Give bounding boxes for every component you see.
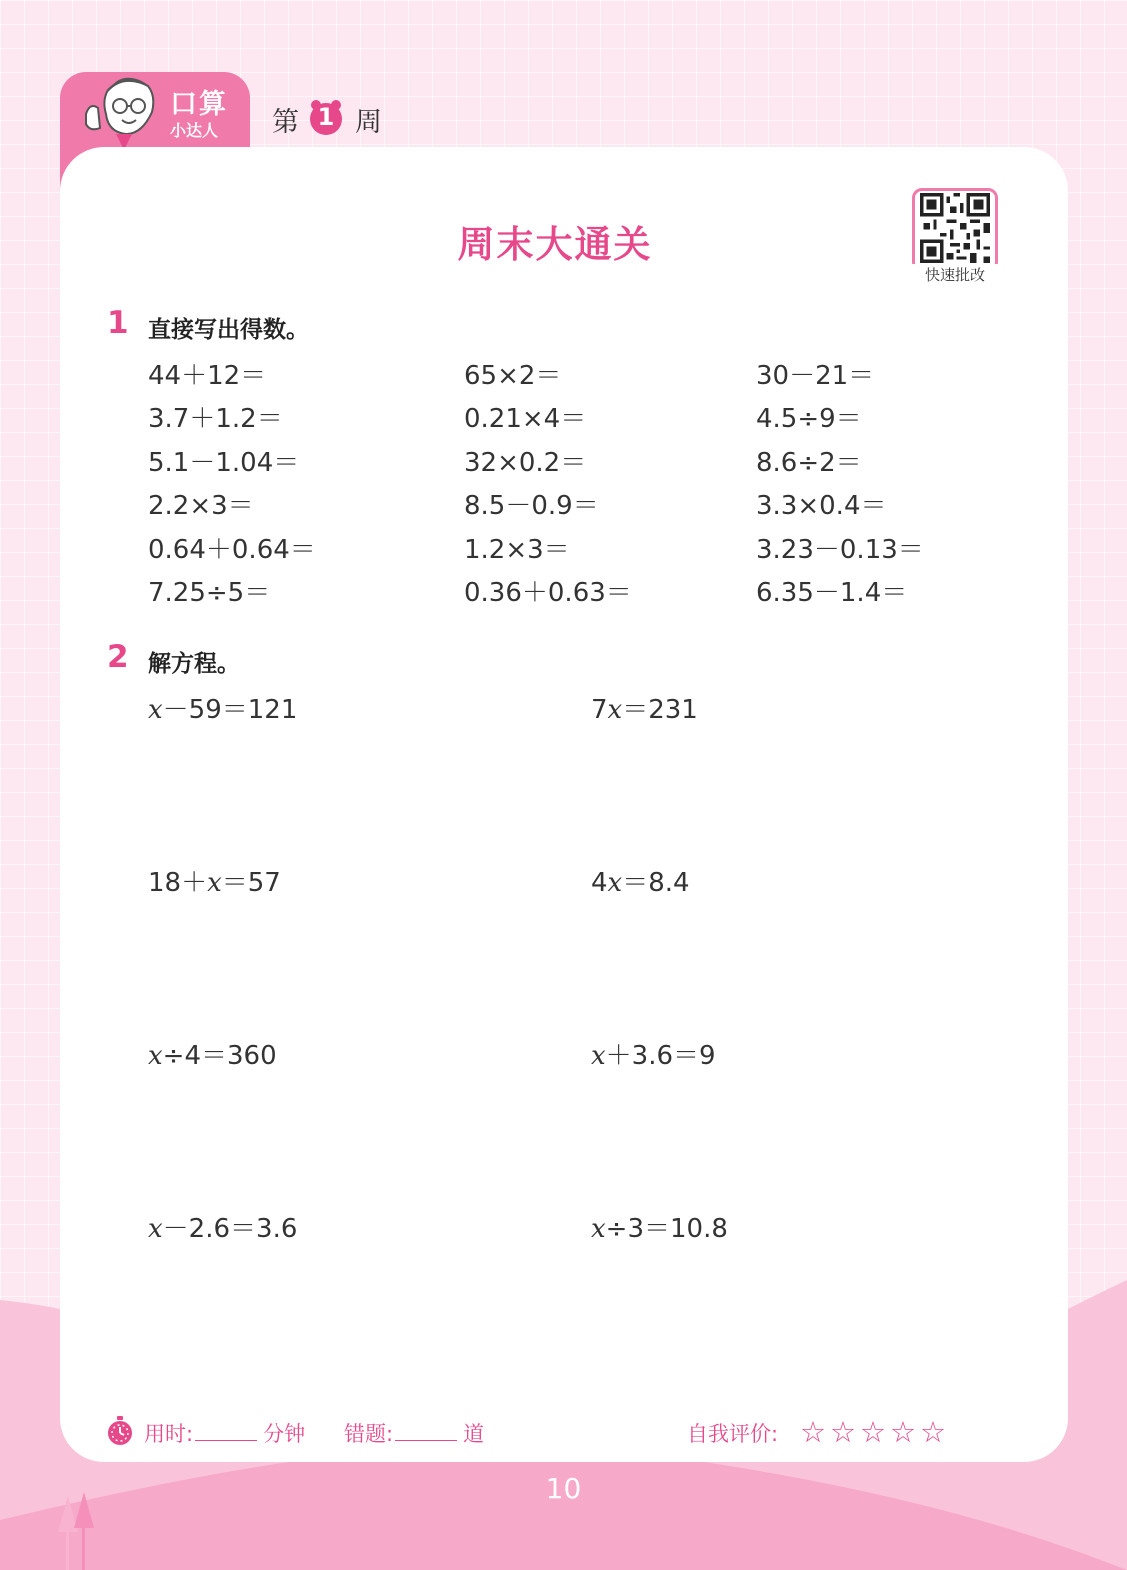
week-number: 1 — [317, 103, 335, 131]
equation: x÷4＝360 — [148, 1041, 277, 1071]
oral-calc-item: 5.1－1.04＝ — [148, 448, 300, 478]
errors-label: 错题: — [344, 1422, 394, 1446]
self-rating-stars[interactable]: ☆☆☆☆☆ — [800, 1415, 950, 1449]
oral-calc-item: 0.21×4＝ — [464, 404, 587, 434]
equation: 4x＝8.4 — [591, 868, 690, 898]
section-title: 直接写出得数。 — [148, 317, 309, 343]
time-used-field[interactable] — [144, 1418, 305, 1448]
week-prefix: 第 — [272, 107, 299, 138]
oral-calc-item: 8.6÷2＝ — [756, 448, 862, 478]
equation: x－2.6＝3.6 — [148, 1214, 298, 1244]
oral-calc-item: 32×0.2＝ — [464, 448, 587, 478]
section-title: 解方程。 — [148, 651, 240, 677]
worksheet-card — [60, 147, 1068, 1462]
time-label: 用时: — [144, 1422, 194, 1446]
stopwatch-icon — [106, 1416, 134, 1446]
oral-calc-item: 30－21＝ — [756, 361, 875, 391]
oral-calc-item: 1.2×3＝ — [464, 535, 570, 565]
section-number: 2 — [107, 639, 129, 675]
brand-title: 口算 — [170, 89, 228, 120]
mascot-boy-icon — [78, 72, 168, 150]
oral-calc-item: 7.25÷5＝ — [148, 578, 271, 608]
oral-calc-item: 3.3×0.4＝ — [756, 491, 887, 521]
page-title: 周末大通关 — [457, 223, 653, 266]
equation: x＋3.6＝9 — [591, 1041, 716, 1071]
oral-calc-item: 3.23－0.13＝ — [756, 535, 924, 565]
errors-blank[interactable] — [395, 1423, 457, 1441]
oral-calc-item: 4.5÷9＝ — [756, 404, 862, 434]
page-number: 10 — [545, 1472, 582, 1505]
oral-calc-item: 2.2×3＝ — [148, 491, 254, 521]
section-number: 1 — [107, 305, 129, 341]
equation: 18＋x＝57 — [148, 868, 281, 898]
oral-calc-item: 65×2＝ — [464, 361, 562, 391]
oral-calc-item: 3.7＋1.2＝ — [148, 404, 283, 434]
time-unit: 分钟 — [263, 1422, 306, 1446]
errors-field[interactable] — [344, 1418, 484, 1448]
self-rating-label: 自我评价: — [687, 1422, 779, 1446]
brand-subtitle: 小达人 — [170, 121, 219, 140]
oral-calc-item: 0.36＋0.63＝ — [464, 578, 632, 608]
oral-calc-item: 8.5－0.9＝ — [464, 491, 599, 521]
equation: 7x＝231 — [591, 695, 698, 725]
qr-code-icon[interactable] — [918, 193, 992, 263]
qr-label: 快速批改 — [912, 264, 998, 285]
time-blank[interactable] — [195, 1423, 257, 1441]
errors-unit: 道 — [463, 1422, 485, 1446]
equation: x－59＝121 — [148, 695, 298, 725]
oral-calc-item: 44＋12＝ — [148, 361, 267, 391]
oral-calc-item: 0.64＋0.64＝ — [148, 535, 316, 565]
oral-calc-item: 6.35－1.4＝ — [756, 578, 908, 608]
week-suffix: 周 — [355, 107, 382, 138]
equation: x÷3＝10.8 — [591, 1214, 728, 1244]
